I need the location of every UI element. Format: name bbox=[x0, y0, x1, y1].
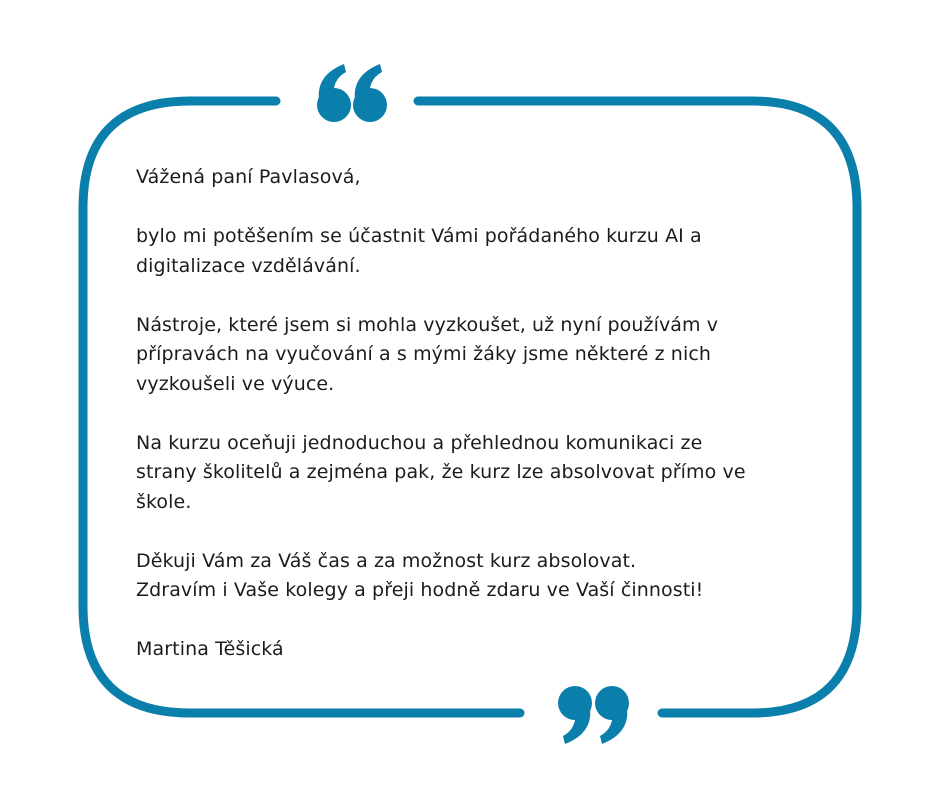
letter-paragraph-1: bylo mi potěšením se účastnit Vámi pořádaného kurzu AI a digitalizace vzdělávání. bbox=[136, 225, 702, 277]
letter-signature: Martina Těšická bbox=[136, 638, 284, 660]
letter-greeting: Vážená paní Pavlasová, bbox=[136, 166, 361, 188]
testimonial-letter bbox=[136, 163, 826, 665]
close-quote-icon bbox=[558, 686, 629, 744]
letter-paragraph-4: Děkuji Vám za Váš čas a za možnost kurz absolovat. Zdravím i Vaše kolegy a přeji hodně zdaru ve Vaší činnosti! bbox=[136, 549, 704, 601]
letter-paragraph-3: Na kurzu oceňuji jednoduchou a přehlednou komunikaci ze strany školitelů a zejména pak, že kurz lze absolvovat přímo ve škole. bbox=[136, 431, 746, 513]
letter-paragraph-2: Nástroje, které jsem si mohla vyzkoušet, už nyní používám v přípravách na vyučování a s mými žáky jsme některé z nich vyzkoušeli ve výuce. bbox=[136, 313, 719, 395]
open-quote-icon bbox=[317, 64, 387, 122]
